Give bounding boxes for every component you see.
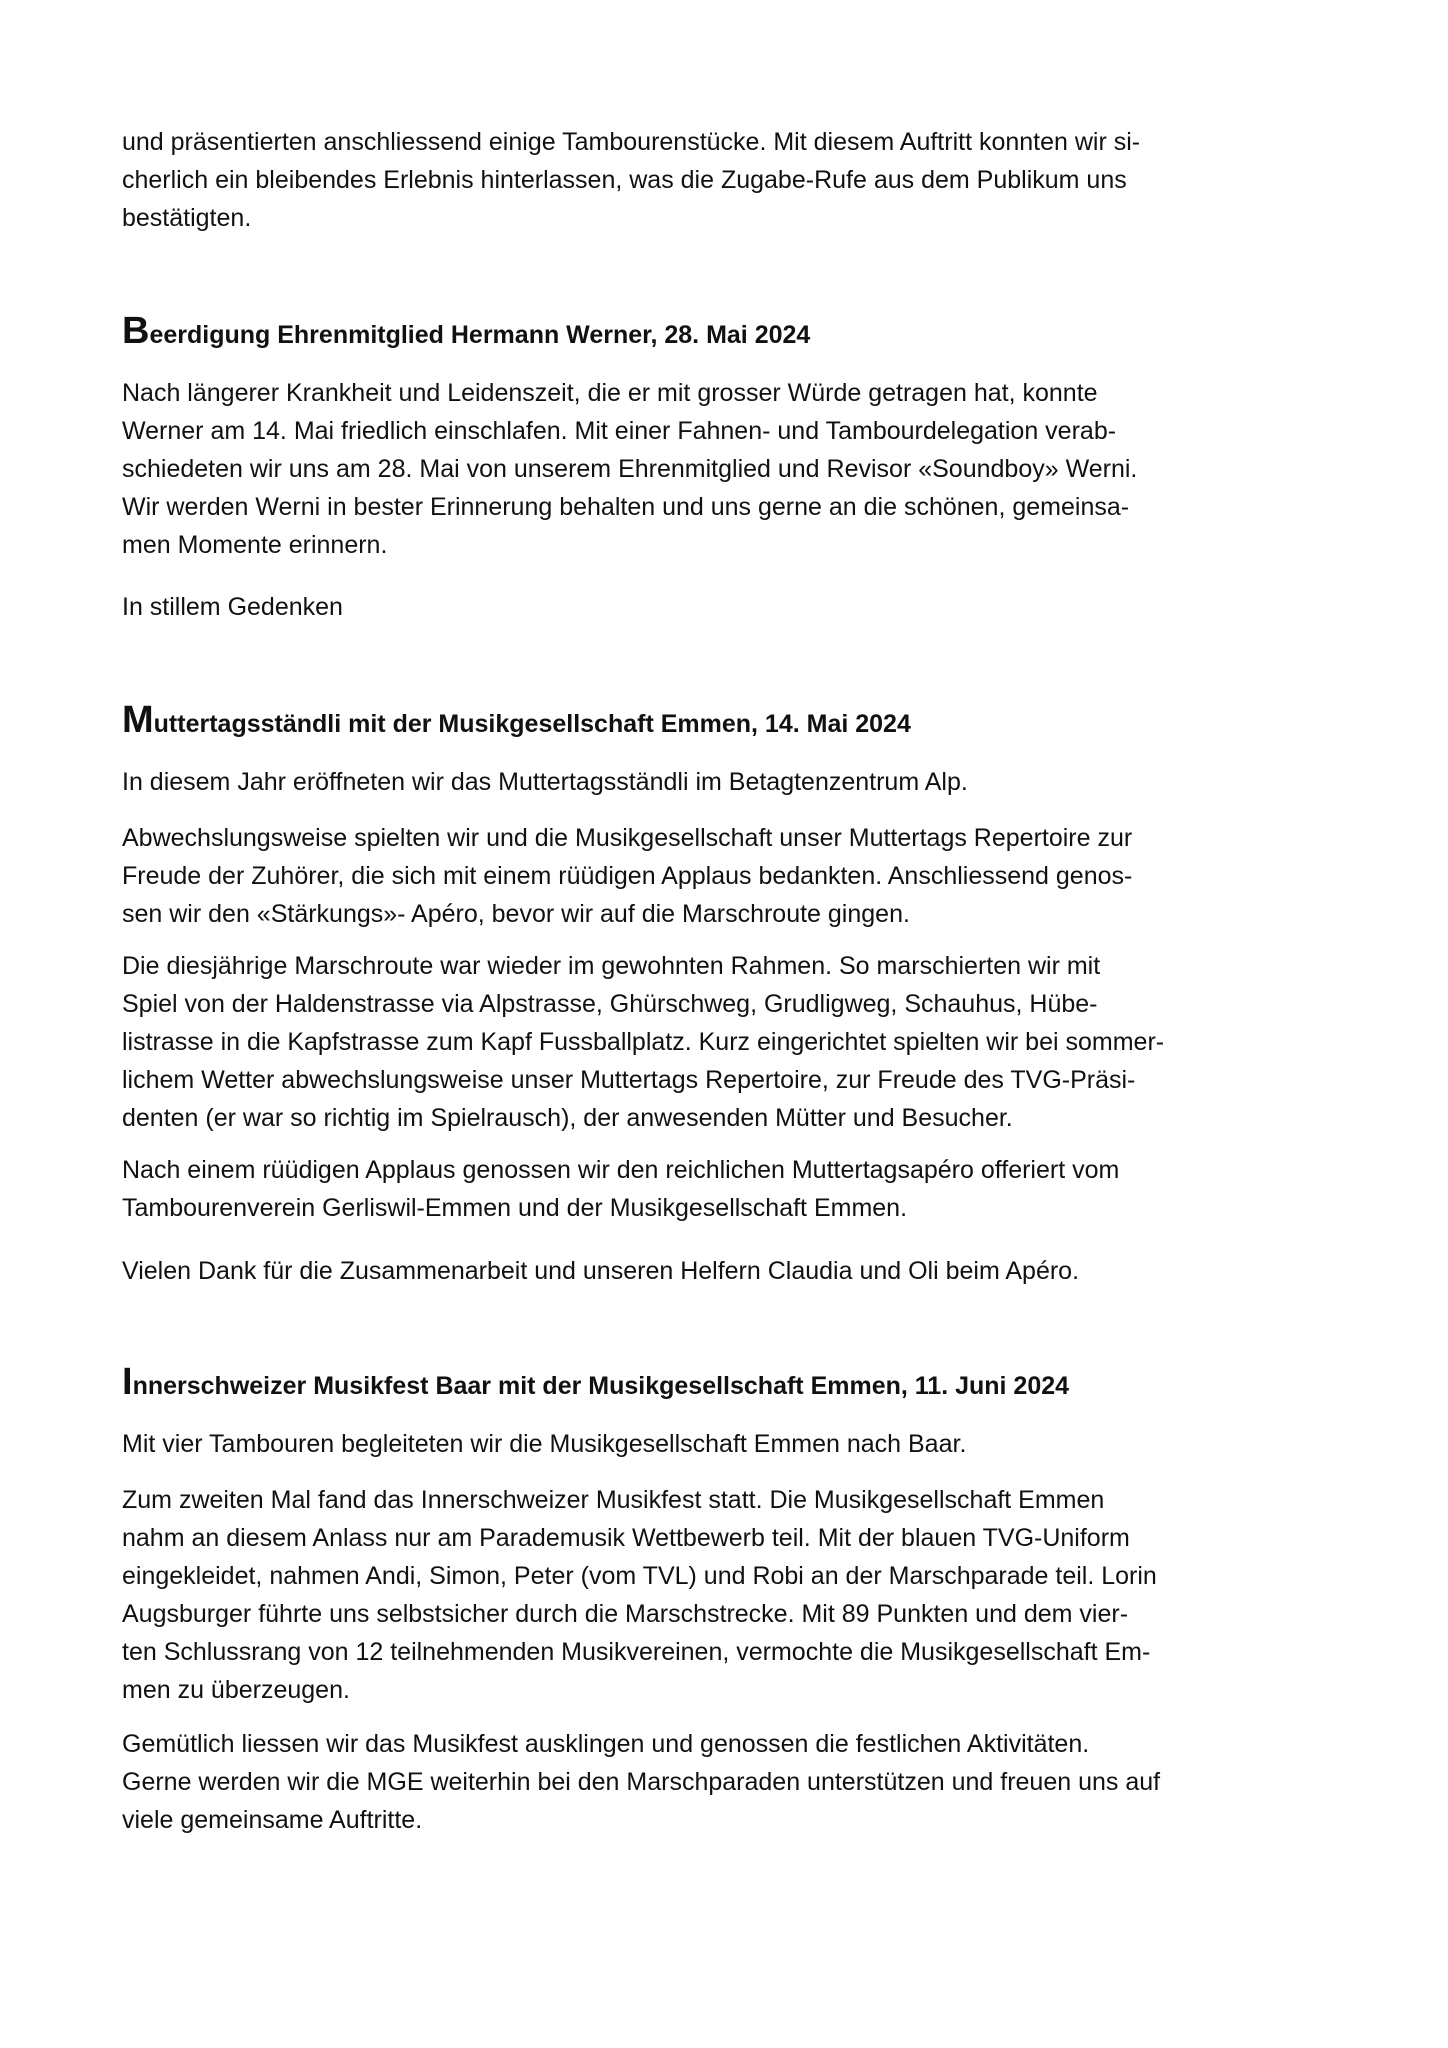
section-paragraph bbox=[122, 1252, 1342, 1290]
text-line: Nach einem rüüdigen Applaus genossen wir den reichlichen Muttertagsapéro offeriert vom bbox=[122, 1156, 1120, 1184]
text-line: men Momente erinnern. bbox=[122, 531, 388, 559]
text-line: In stillem Gedenken bbox=[122, 593, 343, 621]
text-line: und präsentierten anschliessend einige Tambourenstücke. Mit diesem Auftritt konnten wir si- bbox=[122, 128, 1141, 156]
section-paragraph bbox=[122, 374, 1342, 564]
text-line: Gemütlich liessen wir das Musikfest ausklingen und genossen die festlichen Aktivitäten. bbox=[122, 1730, 1090, 1758]
section-heading bbox=[122, 311, 1342, 355]
text-line: denten (er war so richtig im Spielrausch), der anwesenden Mütter und Besucher. bbox=[122, 1104, 1013, 1132]
text-line: In diesem Jahr eröffneten wir das Muttertagsständli im Betagtenzentrum Alp. bbox=[122, 768, 968, 796]
text-line: Mit vier Tambouren begleiteten wir die Musikgesellschaft Emmen nach Baar. bbox=[122, 1430, 967, 1458]
text-line: nahm an diesem Anlass nur am Parademusik Wettbewerb teil. Mit der blauen TVG-Uniform bbox=[122, 1524, 1130, 1552]
text-line: Vielen Dank für die Zusammenarbeit und unseren Helfern Claudia und Oli beim Apéro. bbox=[122, 1257, 1080, 1285]
text-line: viele gemeinsame Auftritte. bbox=[122, 1806, 423, 1834]
section-paragraph bbox=[122, 1151, 1342, 1227]
heading-text: uttertagsständli mit der Musikgesellschaft Emmen, 14. Mai 2024 bbox=[153, 710, 911, 738]
text-line: Freude der Zuhörer, die sich mit einem rüüdigen Applaus bedankten. Anschliessend genos- bbox=[122, 862, 1133, 890]
text-line: schiedeten wir uns am 28. Mai von unserem Ehrenmitglied und Revisor «Soundboy» Werni. bbox=[122, 455, 1138, 483]
text-line: Tambourenverein Gerliswil-Emmen und der Musikgesellschaft Emmen. bbox=[122, 1194, 908, 1222]
section-heading bbox=[122, 700, 1342, 744]
text-line: ten Schlussrang von 12 teilnehmenden Musikvereinen, vermochte die Musikgesellschaft Em- bbox=[122, 1638, 1151, 1666]
text-line: Nach längerer Krankheit und Leidenszeit, die er mit grosser Würde getragen hat, konnte bbox=[122, 379, 1098, 407]
text-line: sen wir den «Stärkungs»- Apéro, bevor wir auf die Marschroute gingen. bbox=[122, 900, 910, 928]
section-paragraph bbox=[122, 1725, 1342, 1839]
text-line: Augsburger führte uns selbstsicher durch die Marschstrecke. Mit 89 Punkten und dem vier- bbox=[122, 1600, 1129, 1628]
text-line: Die diesjährige Marschroute war wieder im gewohnten Rahmen. So marschierten wir mit bbox=[122, 952, 1101, 980]
text-line: eingekleidet, nahmen Andi, Simon, Peter (vom TVL) und Robi an der Marschparade teil. Lorin bbox=[122, 1562, 1157, 1590]
heading-initial: M bbox=[122, 699, 154, 741]
heading-initial: I bbox=[122, 1361, 133, 1403]
text-line: Gerne werden wir die MGE weiterhin bei den Marschparaden unterstützen und freuen uns auf bbox=[122, 1768, 1161, 1796]
text-line: Spiel von der Haldenstrasse via Alpstrasse, Ghürschweg, Grudligweg, Schauhus, Hübe- bbox=[122, 990, 1098, 1018]
section-paragraph bbox=[122, 1481, 1342, 1709]
text-line: lichem Wetter abwechslungsweise unser Muttertags Repertoire, zur Freude des TVG-Präsi- bbox=[122, 1066, 1136, 1094]
heading-text: eerdigung Ehrenmitglied Hermann Werner, 28. Mai 2024 bbox=[149, 321, 811, 349]
text-line: listrasse in die Kapfstrasse zum Kapf Fussballplatz. Kurz eingerichtet spielten wir bei sommer- bbox=[122, 1028, 1165, 1056]
text-line: men zu überzeugen. bbox=[122, 1676, 350, 1704]
heading-text: nnerschweizer Musikfest Baar mit der Musikgesellschaft Emmen, 11. Juni 2024 bbox=[132, 1372, 1070, 1400]
text-line: Wir werden Werni in bester Erinnerung behalten und uns gerne an die schönen, gemeinsa- bbox=[122, 493, 1130, 521]
text-line: Werner am 14. Mai friedlich einschlafen. Mit einer Fahnen- und Tambourdelegation verab- bbox=[122, 417, 1117, 445]
section-paragraph bbox=[122, 588, 1342, 626]
section-paragraph bbox=[122, 947, 1342, 1137]
text-line: Abwechslungsweise spielten wir und die Musikgesellschaft unser Muttertags Repertoire zur bbox=[122, 824, 1133, 852]
heading-initial: B bbox=[122, 310, 150, 352]
section-paragraph bbox=[122, 819, 1342, 933]
section-heading bbox=[122, 1362, 1342, 1406]
intro-paragraph bbox=[122, 123, 1342, 237]
text-line: Zum zweiten Mal fand das Innerschweizer Musikfest statt. Die Musikgesellschaft Emmen bbox=[122, 1486, 1105, 1514]
section-paragraph bbox=[122, 763, 1342, 801]
text-line: cherlich ein bleibendes Erlebnis hinterlassen, was die Zugabe-Rufe aus dem Publikum uns bbox=[122, 166, 1127, 194]
text-line: bestätigten. bbox=[122, 204, 252, 232]
section-paragraph bbox=[122, 1425, 1342, 1463]
